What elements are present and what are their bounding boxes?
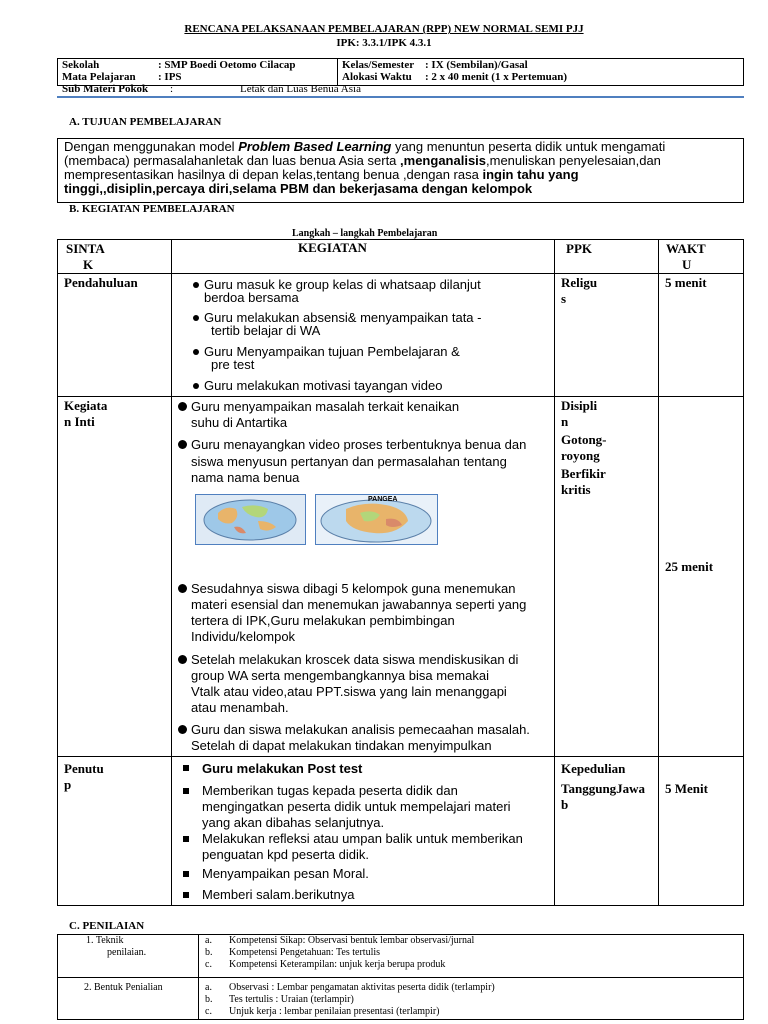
class-value: : IX (Sembilan)/Gasal <box>425 59 528 71</box>
assessment-row-1-item: a. <box>205 935 212 946</box>
ppk-inti-gotong-royong: Gotong- royong <box>561 432 607 463</box>
pangea-map-image <box>315 494 438 545</box>
waktu-pendahuluan: 5 menit <box>665 275 707 290</box>
assessment-row-2-label: 2. Bentuk Penialian <box>84 982 163 993</box>
submateri-colon: : <box>170 83 174 95</box>
col-waktu-header: WAKT U <box>666 241 706 272</box>
assessment-row-2-item: c. <box>205 1006 212 1017</box>
col-ppk-header: PPK <box>566 241 592 256</box>
col-kegiatan-header: KEGIATAN <box>298 240 367 255</box>
bullet-icon <box>193 383 199 389</box>
document-title: RENCANA PELAKSANAAN PEMBELAJARAN (RPP) NEW NORMAL SEMI PJJ <box>184 23 584 35</box>
assessment-row-2-text: Tes tertulis : Uraian (terlampir) <box>229 994 354 1005</box>
section-a-heading: A. TUJUAN PEMBELAJARAN <box>69 116 222 128</box>
objective-line-3: mempresentasikan hasilnya di depan kelas,tentang benua ,dengan rasa ingin tahu yang <box>64 167 579 182</box>
pangea-label: PANGEA <box>368 496 398 503</box>
school-label: Sekolah <box>62 59 100 71</box>
world-map-image <box>195 494 306 545</box>
ppk-pendahuluan: Religu s <box>561 275 598 306</box>
bullet-square-icon <box>183 892 189 898</box>
assessment-row-1-text: Kompetensi Sikap: Observasi bentuk lembar observasi/jurnal <box>229 935 475 946</box>
section-c-heading: C. PENILAIAN <box>69 920 145 932</box>
assessment-row-1-item: b. <box>205 947 213 958</box>
time-alloc-value: : 2 x 40 menit (1 x Pertemuan) <box>425 71 568 83</box>
assessment-row-1-text: Kompetensi Pengetahuan: Tes tertulis <box>229 947 381 958</box>
objective-line-4: tinggi,,disiplin,percaya diri,selama PBM dan bekerjasama dengan kelompok <box>64 181 533 196</box>
assessment-row-2-item: a. <box>205 982 212 993</box>
row-label-inti: Kegiata n Inti <box>64 398 108 429</box>
ppk-penutup-kepedulian: Kepedulian <box>561 761 626 776</box>
bullet-icon <box>193 349 199 355</box>
assessment-row-1-text: Kompetensi Keterampilan: unjuk kerja berupa produk <box>229 959 446 970</box>
bullet-icon <box>178 440 187 449</box>
submateri-value: Letak dan Luas Benua Asia <box>240 83 361 95</box>
bullet-icon <box>178 725 187 734</box>
bullet-square-icon <box>183 871 189 877</box>
subject-value: : IPS <box>158 71 182 83</box>
waktu-inti: 25 menit <box>665 559 714 574</box>
assessment-row-1-label: 1. Teknik penilaian. <box>86 935 147 958</box>
objective-line-1: Dengan menggunakan model Problem Based Learning yang menuntun peserta didik untuk mengamati <box>64 139 666 154</box>
row-label-pendahuluan: Pendahuluan <box>64 275 138 290</box>
table-title: Langkah – langkah Pembelajaran <box>292 228 438 239</box>
section-b-heading: B. KEGIATAN PEMBELAJARAN <box>69 203 235 215</box>
time-alloc-label: Alokasi Waktu <box>342 71 412 83</box>
bullet-icon <box>178 655 187 664</box>
waktu-penutup: 5 Menit <box>665 781 708 796</box>
accent-rule <box>57 96 744 98</box>
bullet-square-icon <box>183 836 189 842</box>
bullet-square-icon <box>183 765 189 771</box>
class-label: Kelas/Semester <box>342 59 415 71</box>
ppk-inti-disiplin: Disipli n <box>561 398 598 429</box>
assessment-row-1-item: c. <box>205 959 212 970</box>
bullet-icon <box>193 315 199 321</box>
ipk-line: IPK: 3.3.1/IPK 4.3.1 <box>336 37 432 49</box>
submateri-label: Sub Materi Pokok <box>62 83 149 95</box>
assessment-row-2-item: b. <box>205 994 213 1005</box>
col-sintak-header: SINTA K <box>66 241 105 272</box>
assessment-row-2-text: Unjuk kerja : lembar penilaian presentasi (terlampir) <box>229 1006 440 1017</box>
bullet-icon <box>178 584 187 593</box>
subject-label: Mata Pelajaran <box>62 71 136 83</box>
school-value: : SMP Boedi Oetomo Cilacap <box>158 59 296 71</box>
bullet-icon <box>193 282 199 288</box>
bullet-icon <box>178 402 187 411</box>
row-label-penutup: Penutu p <box>64 761 104 792</box>
ppk-inti-berfikir-kritis: Berfikir kritis <box>561 466 606 497</box>
bullet-square-icon <box>183 788 189 794</box>
assessment-row-2-text: Observasi : Lembar pengamatan aktivitas peserta didik (terlampir) <box>229 982 495 993</box>
ppk-penutup-tanggung-jawab: TanggungJawa b <box>561 781 646 812</box>
objective-line-2: (membaca) permasalahanletak dan luas benua Asia serta ,menganalisis,menuliskan penyelesaian,dan <box>64 153 661 168</box>
